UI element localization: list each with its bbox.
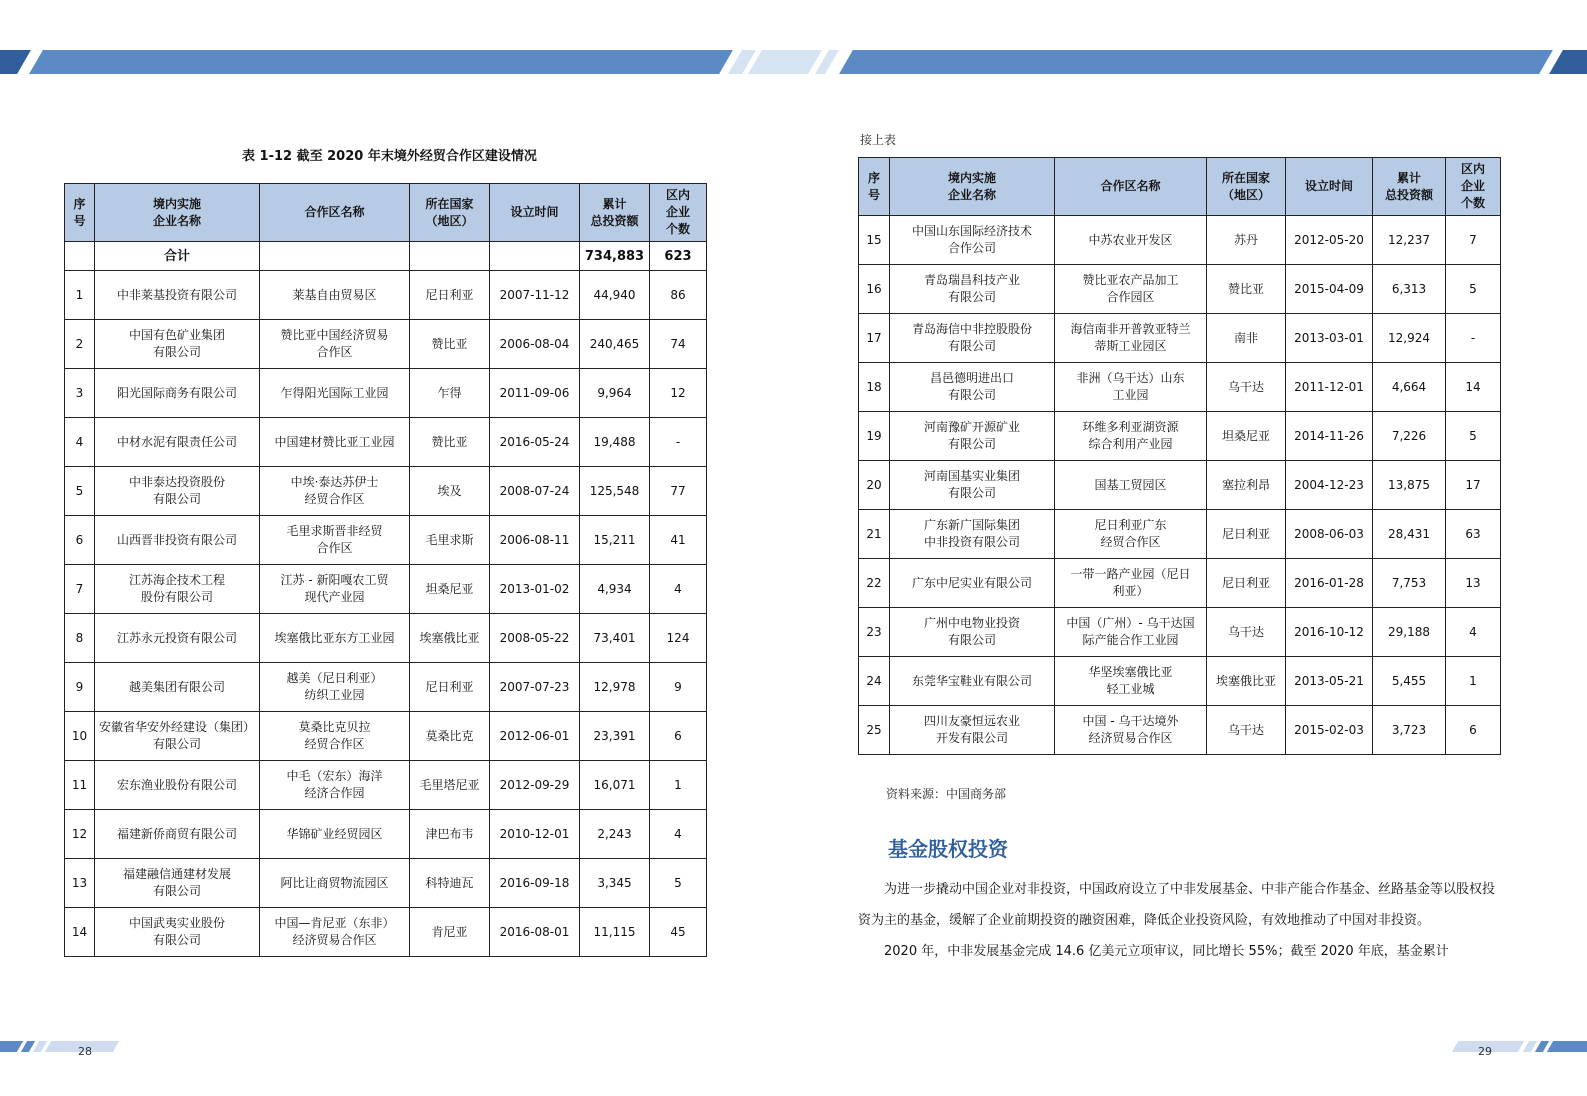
table-row: [65, 614, 707, 663]
cell-no: 19: [859, 412, 890, 461]
continued-label: 接上表: [860, 133, 897, 147]
cell-date: 2006-08-11: [490, 516, 580, 565]
cell-country: 乌干达: [1207, 608, 1286, 657]
cell-zone: 埃塞俄比亚东方工业园: [260, 614, 410, 663]
table-row: [65, 761, 707, 810]
cell-no: 15: [859, 216, 890, 265]
cell-country: 埃及: [410, 467, 490, 516]
table-row: [859, 461, 1501, 510]
cell-date: 2012-09-29: [490, 761, 580, 810]
cell-company: 江苏永元投资有限公司: [95, 614, 260, 663]
cell-count: 4: [650, 810, 707, 859]
cell-zone: 乍得阳光国际工业园: [260, 369, 410, 418]
cell-no: 9: [65, 663, 95, 712]
cell-date: 2011-09-06: [490, 369, 580, 418]
cell-investment: 13,875: [1373, 461, 1446, 510]
cell-company: 福建融信通建材发展 有限公司: [95, 859, 260, 908]
cell-count: 41: [650, 516, 707, 565]
total-zone-cell: [260, 242, 410, 271]
cell-company: 昌邑德明进出口 有限公司: [890, 363, 1055, 412]
cell-company: 中国山东国际经济技术 合作公司: [890, 216, 1055, 265]
cell-company: 中国有色矿业集团 有限公司: [95, 320, 260, 369]
cell-investment: 12,924: [1373, 314, 1446, 363]
table-row: [65, 467, 707, 516]
cell-zone: 赞比亚农产品加工 合作园区: [1055, 265, 1207, 314]
body-text: [858, 874, 1502, 967]
data-table-right: [858, 157, 1501, 755]
cell-company: 河南国基实业集团 有限公司: [890, 461, 1055, 510]
header-band-mid-2: [748, 50, 822, 74]
cell-investment: 23,391: [580, 712, 650, 761]
header-count: 区内 企业 个数: [1446, 158, 1501, 216]
table-row: [859, 510, 1501, 559]
cell-count: 4: [1446, 608, 1501, 657]
cell-count: 124: [650, 614, 707, 663]
total-label: 合计: [95, 242, 260, 271]
cell-date: 2012-06-01: [490, 712, 580, 761]
cell-zone: 阿比让商贸物流园区: [260, 859, 410, 908]
cell-zone: 海信南非开普敦亚特兰 蒂斯工业园区: [1055, 314, 1207, 363]
section-heading: 基金股权投资: [888, 837, 1008, 861]
cell-zone: 国基工贸园区: [1055, 461, 1207, 510]
header-investment: 累计 总投资额: [580, 184, 650, 242]
cell-country: 坦桑尼亚: [410, 565, 490, 614]
cell-country: 尼日利亚: [410, 271, 490, 320]
cell-no: 2: [65, 320, 95, 369]
header-zone: 合作区名称: [260, 184, 410, 242]
cell-no: 6: [65, 516, 95, 565]
table-row: [65, 565, 707, 614]
cell-country: 莫桑比克: [410, 712, 490, 761]
cell-date: 2008-06-03: [1286, 510, 1373, 559]
cell-zone: 毛里求斯晋非经贸 合作区: [260, 516, 410, 565]
cell-date: 2016-05-24: [490, 418, 580, 467]
cell-count: 5: [1446, 265, 1501, 314]
cell-company: 中国武夷实业股份 有限公司: [95, 908, 260, 957]
cell-investment: 5,455: [1373, 657, 1446, 706]
cell-company: 宏东渔业股份有限公司: [95, 761, 260, 810]
cell-investment: 240,465: [580, 320, 650, 369]
cell-country: 乍得: [410, 369, 490, 418]
cell-country: 赞比亚: [410, 320, 490, 369]
cell-company: 阳光国际商务有限公司: [95, 369, 260, 418]
cell-company: 青岛瑞昌科技产业 有限公司: [890, 265, 1055, 314]
total-date-cell: [490, 242, 580, 271]
cell-investment: 9,964: [580, 369, 650, 418]
cell-company: 四川友豪恒远农业 开发有限公司: [890, 706, 1055, 755]
cell-country: 尼日利亚: [1207, 559, 1286, 608]
cell-country: 坦桑尼亚: [1207, 412, 1286, 461]
table-row: [65, 369, 707, 418]
cell-zone: 非洲（乌干达）山东 工业园: [1055, 363, 1207, 412]
cell-no: 16: [859, 265, 890, 314]
cell-country: 毛里塔尼亚: [410, 761, 490, 810]
cell-count: 86: [650, 271, 707, 320]
cell-no: 8: [65, 614, 95, 663]
cell-zone: 华坚埃塞俄比亚 轻工业城: [1055, 657, 1207, 706]
cell-date: 2016-08-01: [490, 908, 580, 957]
cell-country: 毛里求斯: [410, 516, 490, 565]
cell-count: 12: [650, 369, 707, 418]
cell-date: 2013-03-01: [1286, 314, 1373, 363]
cell-zone: 中国—肯尼亚（东非） 经济贸易合作区: [260, 908, 410, 957]
cell-company: 中非莱基投资有限公司: [95, 271, 260, 320]
cell-date: 2015-04-09: [1286, 265, 1373, 314]
cell-company: 江苏海企技术工程 股份有限公司: [95, 565, 260, 614]
cell-company: 青岛海信中非控股股份 有限公司: [890, 314, 1055, 363]
cell-date: 2006-08-04: [490, 320, 580, 369]
header-company: 境内实施 企业名称: [890, 158, 1055, 216]
cell-count: -: [650, 418, 707, 467]
cell-zone: 环维多利亚湖资源 综合利用产业园: [1055, 412, 1207, 461]
header-count: 区内 企业 个数: [650, 184, 707, 242]
header-investment: 累计 总投资额: [1373, 158, 1446, 216]
cell-no: 1: [65, 271, 95, 320]
cell-no: 3: [65, 369, 95, 418]
cell-count: 7: [1446, 216, 1501, 265]
cell-country: 乌干达: [1207, 706, 1286, 755]
cell-investment: 3,345: [580, 859, 650, 908]
cell-count: 5: [1446, 412, 1501, 461]
cell-zone: 中国建材赞比亚工业园: [260, 418, 410, 467]
cell-date: 2011-12-01: [1286, 363, 1373, 412]
cell-company: 山西晋非投资有限公司: [95, 516, 260, 565]
cell-company: 东莞华宝鞋业有限公司: [890, 657, 1055, 706]
cell-investment: 4,664: [1373, 363, 1446, 412]
table-total-row: [65, 242, 707, 271]
cell-count: 9: [650, 663, 707, 712]
cell-investment: 44,940: [580, 271, 650, 320]
cell-investment: 12,978: [580, 663, 650, 712]
cell-no: 22: [859, 559, 890, 608]
cell-country: 南非: [1207, 314, 1286, 363]
cell-company: 广州中电物业投资 有限公司: [890, 608, 1055, 657]
cell-date: 2016-10-12: [1286, 608, 1373, 657]
total-investment: 734,883: [580, 242, 650, 271]
table-row: [859, 314, 1501, 363]
page-number-left: 28: [78, 1045, 92, 1058]
header-date: 设立时间: [490, 184, 580, 242]
table-row: [65, 712, 707, 761]
cell-no: 13: [65, 859, 95, 908]
header-date: 设立时间: [1286, 158, 1373, 216]
cell-zone: 赞比亚中国经济贸易 合作区: [260, 320, 410, 369]
cell-company: 福建新侨商贸有限公司: [95, 810, 260, 859]
cell-company: 中材水泥有限责任公司: [95, 418, 260, 467]
cell-investment: 125,548: [580, 467, 650, 516]
cell-zone: 尼日利亚广东 经贸合作区: [1055, 510, 1207, 559]
table-row: [65, 320, 707, 369]
cell-date: 2012-05-20: [1286, 216, 1373, 265]
cell-count: -: [1446, 314, 1501, 363]
cell-zone: 中埃·泰达苏伊士 经贸合作区: [260, 467, 410, 516]
header-country: 所在国家 （地区）: [1207, 158, 1286, 216]
cell-no: 21: [859, 510, 890, 559]
cell-date: 2015-02-03: [1286, 706, 1373, 755]
cell-no: 7: [65, 565, 95, 614]
table-row: [65, 908, 707, 957]
table-row: [859, 412, 1501, 461]
cell-country: 赞比亚: [410, 418, 490, 467]
table-row: [859, 608, 1501, 657]
cell-zone: 中苏农业开发区: [1055, 216, 1207, 265]
table-row: [859, 265, 1501, 314]
cell-count: 6: [650, 712, 707, 761]
table-row: [859, 216, 1501, 265]
cell-investment: 15,211: [580, 516, 650, 565]
cell-company: 越美集团有限公司: [95, 663, 260, 712]
cell-investment: 11,115: [580, 908, 650, 957]
cell-count: 5: [650, 859, 707, 908]
cell-country: 乌干达: [1207, 363, 1286, 412]
cell-date: 2007-07-23: [490, 663, 580, 712]
cell-zone: 中国 - 乌干达境外 经济贸易合作区: [1055, 706, 1207, 755]
table-header-row: [65, 184, 707, 242]
table-row: [65, 418, 707, 467]
cell-investment: 4,934: [580, 565, 650, 614]
cell-country: 肯尼亚: [410, 908, 490, 957]
cell-date: 2008-05-22: [490, 614, 580, 663]
cell-no: 17: [859, 314, 890, 363]
cell-count: 17: [1446, 461, 1501, 510]
cell-investment: 29,188: [1373, 608, 1446, 657]
table-row: [65, 859, 707, 908]
cell-company: 广东中尼实业有限公司: [890, 559, 1055, 608]
total-country-cell: [410, 242, 490, 271]
cell-zone: 华锦矿业经贸园区: [260, 810, 410, 859]
cell-zone: 江苏 - 新阳嘎农工贸 现代产业园: [260, 565, 410, 614]
cell-investment: 12,237: [1373, 216, 1446, 265]
cell-no: 23: [859, 608, 890, 657]
cell-no: 18: [859, 363, 890, 412]
cell-investment: 7,753: [1373, 559, 1446, 608]
cell-no: 11: [65, 761, 95, 810]
page-number-right: 29: [1478, 1045, 1492, 1058]
cell-date: 2014-11-26: [1286, 412, 1373, 461]
table-row: [65, 516, 707, 565]
cell-count: 4: [650, 565, 707, 614]
cell-country: 埃塞俄比亚: [410, 614, 490, 663]
cell-country: 赞比亚: [1207, 265, 1286, 314]
cell-no: 20: [859, 461, 890, 510]
cell-zone: 一带一路产业园（尼日 利亚）: [1055, 559, 1207, 608]
total-no-cell: [65, 242, 95, 271]
header-no: 序 号: [859, 158, 890, 216]
cell-investment: 6,313: [1373, 265, 1446, 314]
cell-no: 5: [65, 467, 95, 516]
total-count: 623: [650, 242, 707, 271]
cell-date: 2013-01-02: [490, 565, 580, 614]
cell-count: 1: [1446, 657, 1501, 706]
cell-date: 2016-09-18: [490, 859, 580, 908]
cell-no: 10: [65, 712, 95, 761]
source-note: 资料来源：中国商务部: [886, 787, 1007, 801]
cell-country: 津巴布韦: [410, 810, 490, 859]
table-row: [859, 657, 1501, 706]
cell-no: 24: [859, 657, 890, 706]
footer-band-right-edge: [1547, 1041, 1587, 1052]
cell-country: 埃塞俄比亚: [1207, 657, 1286, 706]
cell-company: 河南豫矿开源矿业 有限公司: [890, 412, 1055, 461]
table-row: [65, 663, 707, 712]
header-no: 序 号: [65, 184, 95, 242]
table-row: [859, 363, 1501, 412]
cell-count: 13: [1446, 559, 1501, 608]
cell-count: 6: [1446, 706, 1501, 755]
data-table-left: [64, 183, 707, 957]
table-header-row: [859, 158, 1501, 216]
cell-zone: 中毛（宏东）海洋 经济合作园: [260, 761, 410, 810]
cell-date: 2004-12-23: [1286, 461, 1373, 510]
cell-company: 安徽省华安外经建设（集团） 有限公司: [95, 712, 260, 761]
cell-country: 塞拉利昂: [1207, 461, 1286, 510]
cell-country: 尼日利亚: [1207, 510, 1286, 559]
cell-zone: 中国（广州）- 乌干达国 际产能合作工业园: [1055, 608, 1207, 657]
cell-investment: 2,243: [580, 810, 650, 859]
cell-count: 1: [650, 761, 707, 810]
header-band-left: [29, 50, 733, 74]
cell-investment: 3,723: [1373, 706, 1446, 755]
cell-investment: 19,488: [580, 418, 650, 467]
cell-date: 2008-07-24: [490, 467, 580, 516]
table-row: [859, 706, 1501, 755]
cell-country: 苏丹: [1207, 216, 1286, 265]
cell-no: 25: [859, 706, 890, 755]
cell-company: 中非泰达投资股份 有限公司: [95, 467, 260, 516]
cell-investment: 16,071: [580, 761, 650, 810]
cell-country: 尼日利亚: [410, 663, 490, 712]
header-band-right: [839, 50, 1553, 74]
cell-date: 2010-12-01: [490, 810, 580, 859]
cell-no: 4: [65, 418, 95, 467]
cell-zone: 莱基自由贸易区: [260, 271, 410, 320]
cell-zone: 莫桑比克贝拉 经贸合作区: [260, 712, 410, 761]
table-row: [65, 271, 707, 320]
header-band-left-edge: [0, 50, 31, 74]
table-title: 表 1-12 截至 2020 年末境外经贸合作区建设情况: [242, 149, 537, 164]
header-company: 境内实施 企业名称: [95, 184, 260, 242]
paragraph-1: 为进一步撬动中国企业对非投资，中国政府设立了中非发展基金、中非产能合作基金、丝路基金等以股权投资为主的基金，缓解了企业前期投资的融资困难，降低企业投资风险，有效地推动了中国对非投资。: [858, 882, 1496, 928]
cell-investment: 28,431: [1373, 510, 1446, 559]
cell-no: 12: [65, 810, 95, 859]
cell-investment: 7,226: [1373, 412, 1446, 461]
cell-count: 45: [650, 908, 707, 957]
cell-investment: 73,401: [580, 614, 650, 663]
cell-count: 77: [650, 467, 707, 516]
cell-date: 2013-05-21: [1286, 657, 1373, 706]
table-row: [65, 810, 707, 859]
paragraph-2: 2020 年，中非发展基金完成 14.6 亿美元立项审议，同比增长 55%；截至 2020 年底，基金累计: [884, 944, 1449, 959]
cell-company: 广东新广国际集团 中非投资有限公司: [890, 510, 1055, 559]
cell-count: 14: [1446, 363, 1501, 412]
cell-date: 2007-11-12: [490, 271, 580, 320]
footer-band-left-edge: [0, 1041, 23, 1052]
cell-country: 科特迪瓦: [410, 859, 490, 908]
header-band-right-edge: [1549, 50, 1587, 74]
cell-zone: 越美（尼日利亚） 纺织工业园: [260, 663, 410, 712]
table-row: [859, 559, 1501, 608]
cell-no: 14: [65, 908, 95, 957]
cell-count: 74: [650, 320, 707, 369]
header-zone: 合作区名称: [1055, 158, 1207, 216]
cell-date: 2016-01-28: [1286, 559, 1373, 608]
cell-count: 63: [1446, 510, 1501, 559]
header-country: 所在国家 （地区）: [410, 184, 490, 242]
